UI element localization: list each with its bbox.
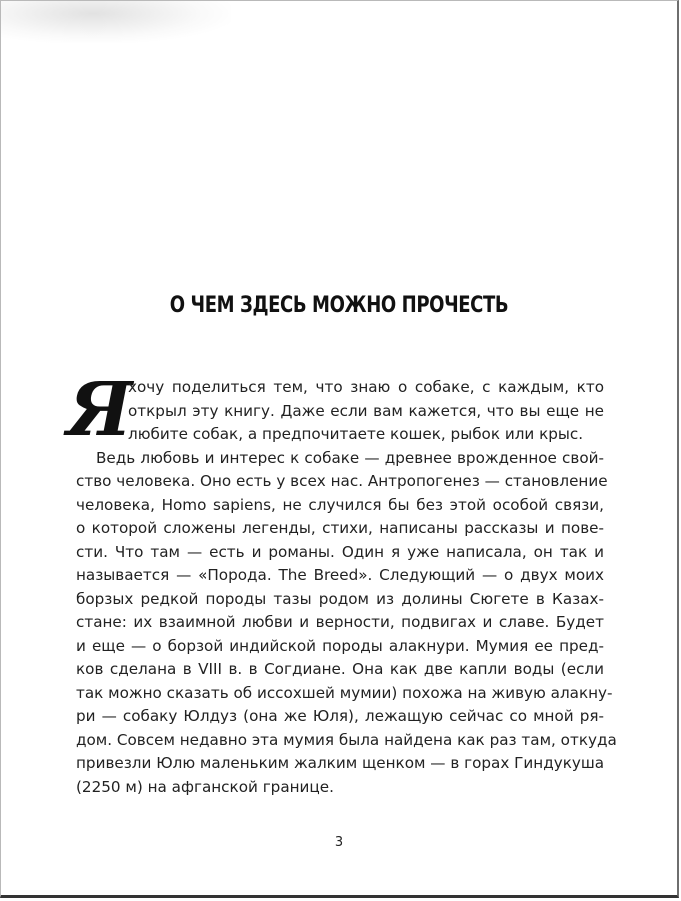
text-line: открыл эту книгу. Даже если вам кажется, что вы еще не (128, 401, 604, 420)
body-text (76, 376, 617, 799)
text-line: хочу поделиться тем, что знаю о собаке, с каждым, кто (128, 378, 604, 396)
text-line: Ведь любовь и интерес к собаке — древнее врожденное свой- (96, 448, 604, 467)
text-line: и еще — о борзой индийской породы алакнури. Мумия ее пред- (76, 636, 604, 655)
text-line: (2250 м) на афганской границе. (76, 777, 334, 796)
text-line: человека, Homo sapiens, не случился бы без этой особой связи, (76, 495, 604, 514)
text-line: стане: их взаимной любви и верности, подвигах и славе. Будет (76, 613, 604, 631)
text-line: сти. Что там — есть и романы. Один я уже написала, он так и (76, 542, 604, 561)
text-line: называется — «Порода. The Breed». Следующий — о двух моих (76, 566, 604, 584)
drop-cap: Я (67, 367, 133, 453)
scan-smudge (1, 1, 231, 43)
text-line: ков сделана в VIII в. в Согдиане. Она как две капли воды (если (76, 660, 604, 678)
text-line: о которой сложены легенды, стихи, написаны рассказы и пове- (76, 519, 604, 537)
text-line: ство человека. Оно есть у всех нас. Антропогенез — становление (76, 472, 608, 490)
page-number: 3 (334, 835, 344, 850)
text-line: дом. Совсем недавно эта мумия была найдена как раз там, откуда (76, 730, 617, 749)
text-line: борзых редкой породы тазы родом из долины Сюгете в Казах- (76, 589, 604, 608)
chapter-title: О ЧЕМ ЗДЕСЬ МОЖНО ПРОЧЕСТЬ (169, 293, 509, 318)
text-line: любите собак, а предпочитаете кошек, рыбок или крыс. (128, 425, 584, 443)
text-line: так можно сказать об иссохшей мумии) похожа на живую алакну- (76, 683, 613, 702)
text-line: ри — собаку Юлдуз (она же Юля), лежащую сейчас со мной ря- (76, 707, 604, 725)
text-line: привезли Юлю маленьким жалким щенком — в горах Гиндукуша (76, 754, 605, 772)
